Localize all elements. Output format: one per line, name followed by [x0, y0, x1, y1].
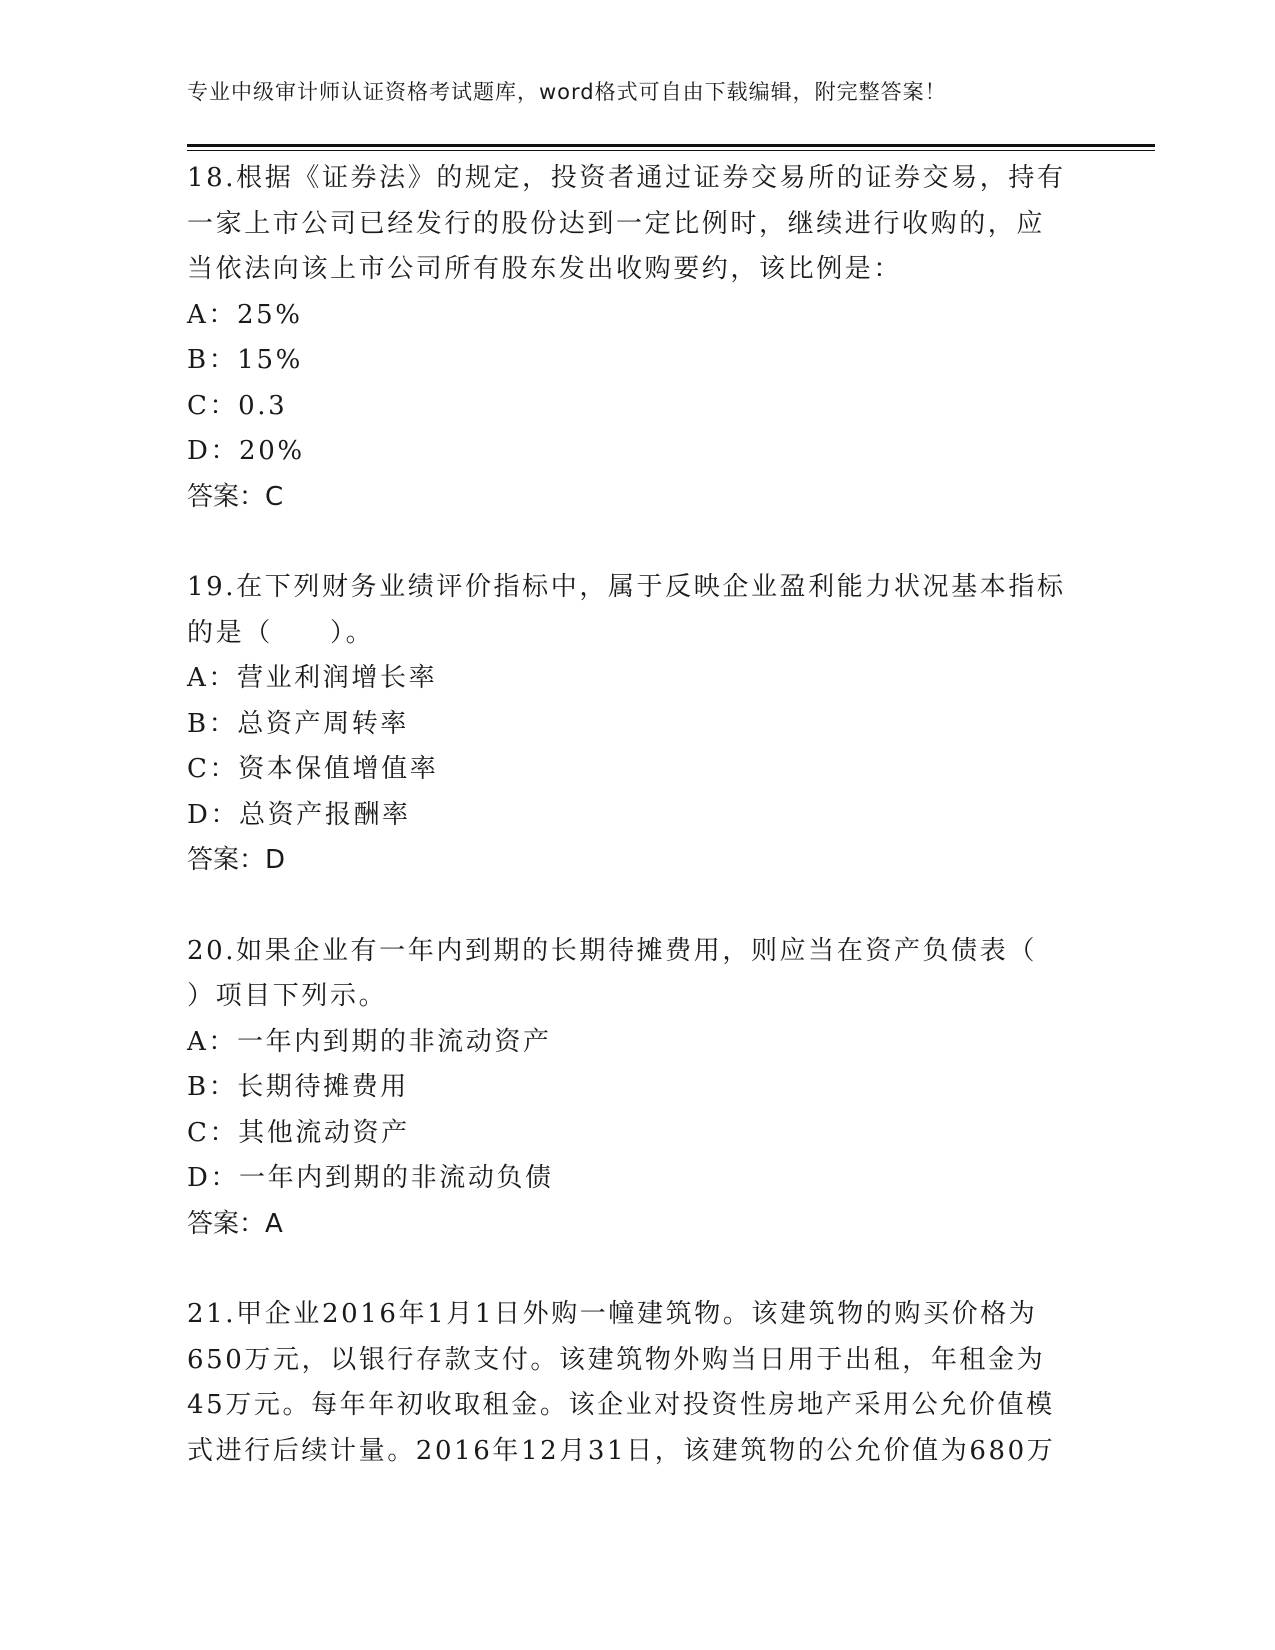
- option-d: D：总资产报酬率: [187, 799, 411, 830]
- question-20: [187, 929, 1087, 1248]
- question-19: [187, 565, 1087, 884]
- option-b: B：15%: [187, 345, 303, 375]
- question-stem-line: 一家上市公司已经发行的股份达到一定比例时，继续进行收购的，应: [187, 208, 1046, 239]
- question-stem-line: ）项目下列示。: [187, 981, 388, 1011]
- question-stem-line: 650万元，以银行存款支付。该建筑物外购当日用于出租，年租金为: [187, 1344, 1046, 1375]
- question-stem-line: 21.甲企业2016年1月1日外购一幢建筑物。该建筑物的购买价格为: [187, 1299, 1038, 1329]
- question-stem-line: 45万元。每年年初收取租金。该企业对投资性房地产采用公允价值模: [187, 1390, 1055, 1420]
- answer-line: 答案：D: [187, 845, 286, 875]
- question-18: [187, 156, 1087, 520]
- answer-line: 答案：C: [187, 481, 284, 512]
- header-rule-thin: [187, 150, 1155, 151]
- header-rule: [187, 144, 1155, 147]
- option-a: A：一年内到期的非流动资产: [187, 1026, 552, 1057]
- option-c: C：其他流动资产: [187, 1117, 410, 1148]
- question-stem-line: 的是（ ）。: [187, 617, 375, 648]
- option-a: A：25%: [187, 299, 303, 330]
- option-b: B：总资产周转率: [187, 708, 409, 739]
- question-stem-line: 20.如果企业有一年内到期的长期待摊费用，则应当在资产负债表（: [187, 935, 1037, 966]
- answer-line: 答案：A: [187, 1208, 283, 1239]
- question-list: [187, 156, 1087, 1519]
- option-a: A：营业利润增长率: [187, 663, 438, 693]
- page-header: 专业中级审计师认证资格考试题库，word格式可自由下载编辑，附完整答案！: [187, 80, 947, 104]
- option-c: C：资本保值增值率: [187, 754, 439, 784]
- question-stem-line: 18.根据《证券法》的规定，投资者通过证券交易所的证券交易，持有: [187, 163, 1066, 193]
- question-stem-line: 19.在下列财务业绩评价指标中，属于反映企业盈利能力状况基本指标: [187, 572, 1066, 602]
- option-c: C：0.3: [187, 390, 288, 421]
- question-stem-line: 式进行后续计量。2016年12月31日，该建筑物的公允价值为680万: [187, 1435, 1056, 1466]
- option-b: B：长期待摊费用: [187, 1072, 409, 1102]
- question-21: [187, 1292, 1087, 1474]
- option-d: D：一年内到期的非流动负债: [187, 1163, 554, 1193]
- question-stem-line: 当依法向该上市公司所有股东发出收购要约，该比例是：: [187, 254, 903, 284]
- option-d: D：20%: [187, 436, 305, 466]
